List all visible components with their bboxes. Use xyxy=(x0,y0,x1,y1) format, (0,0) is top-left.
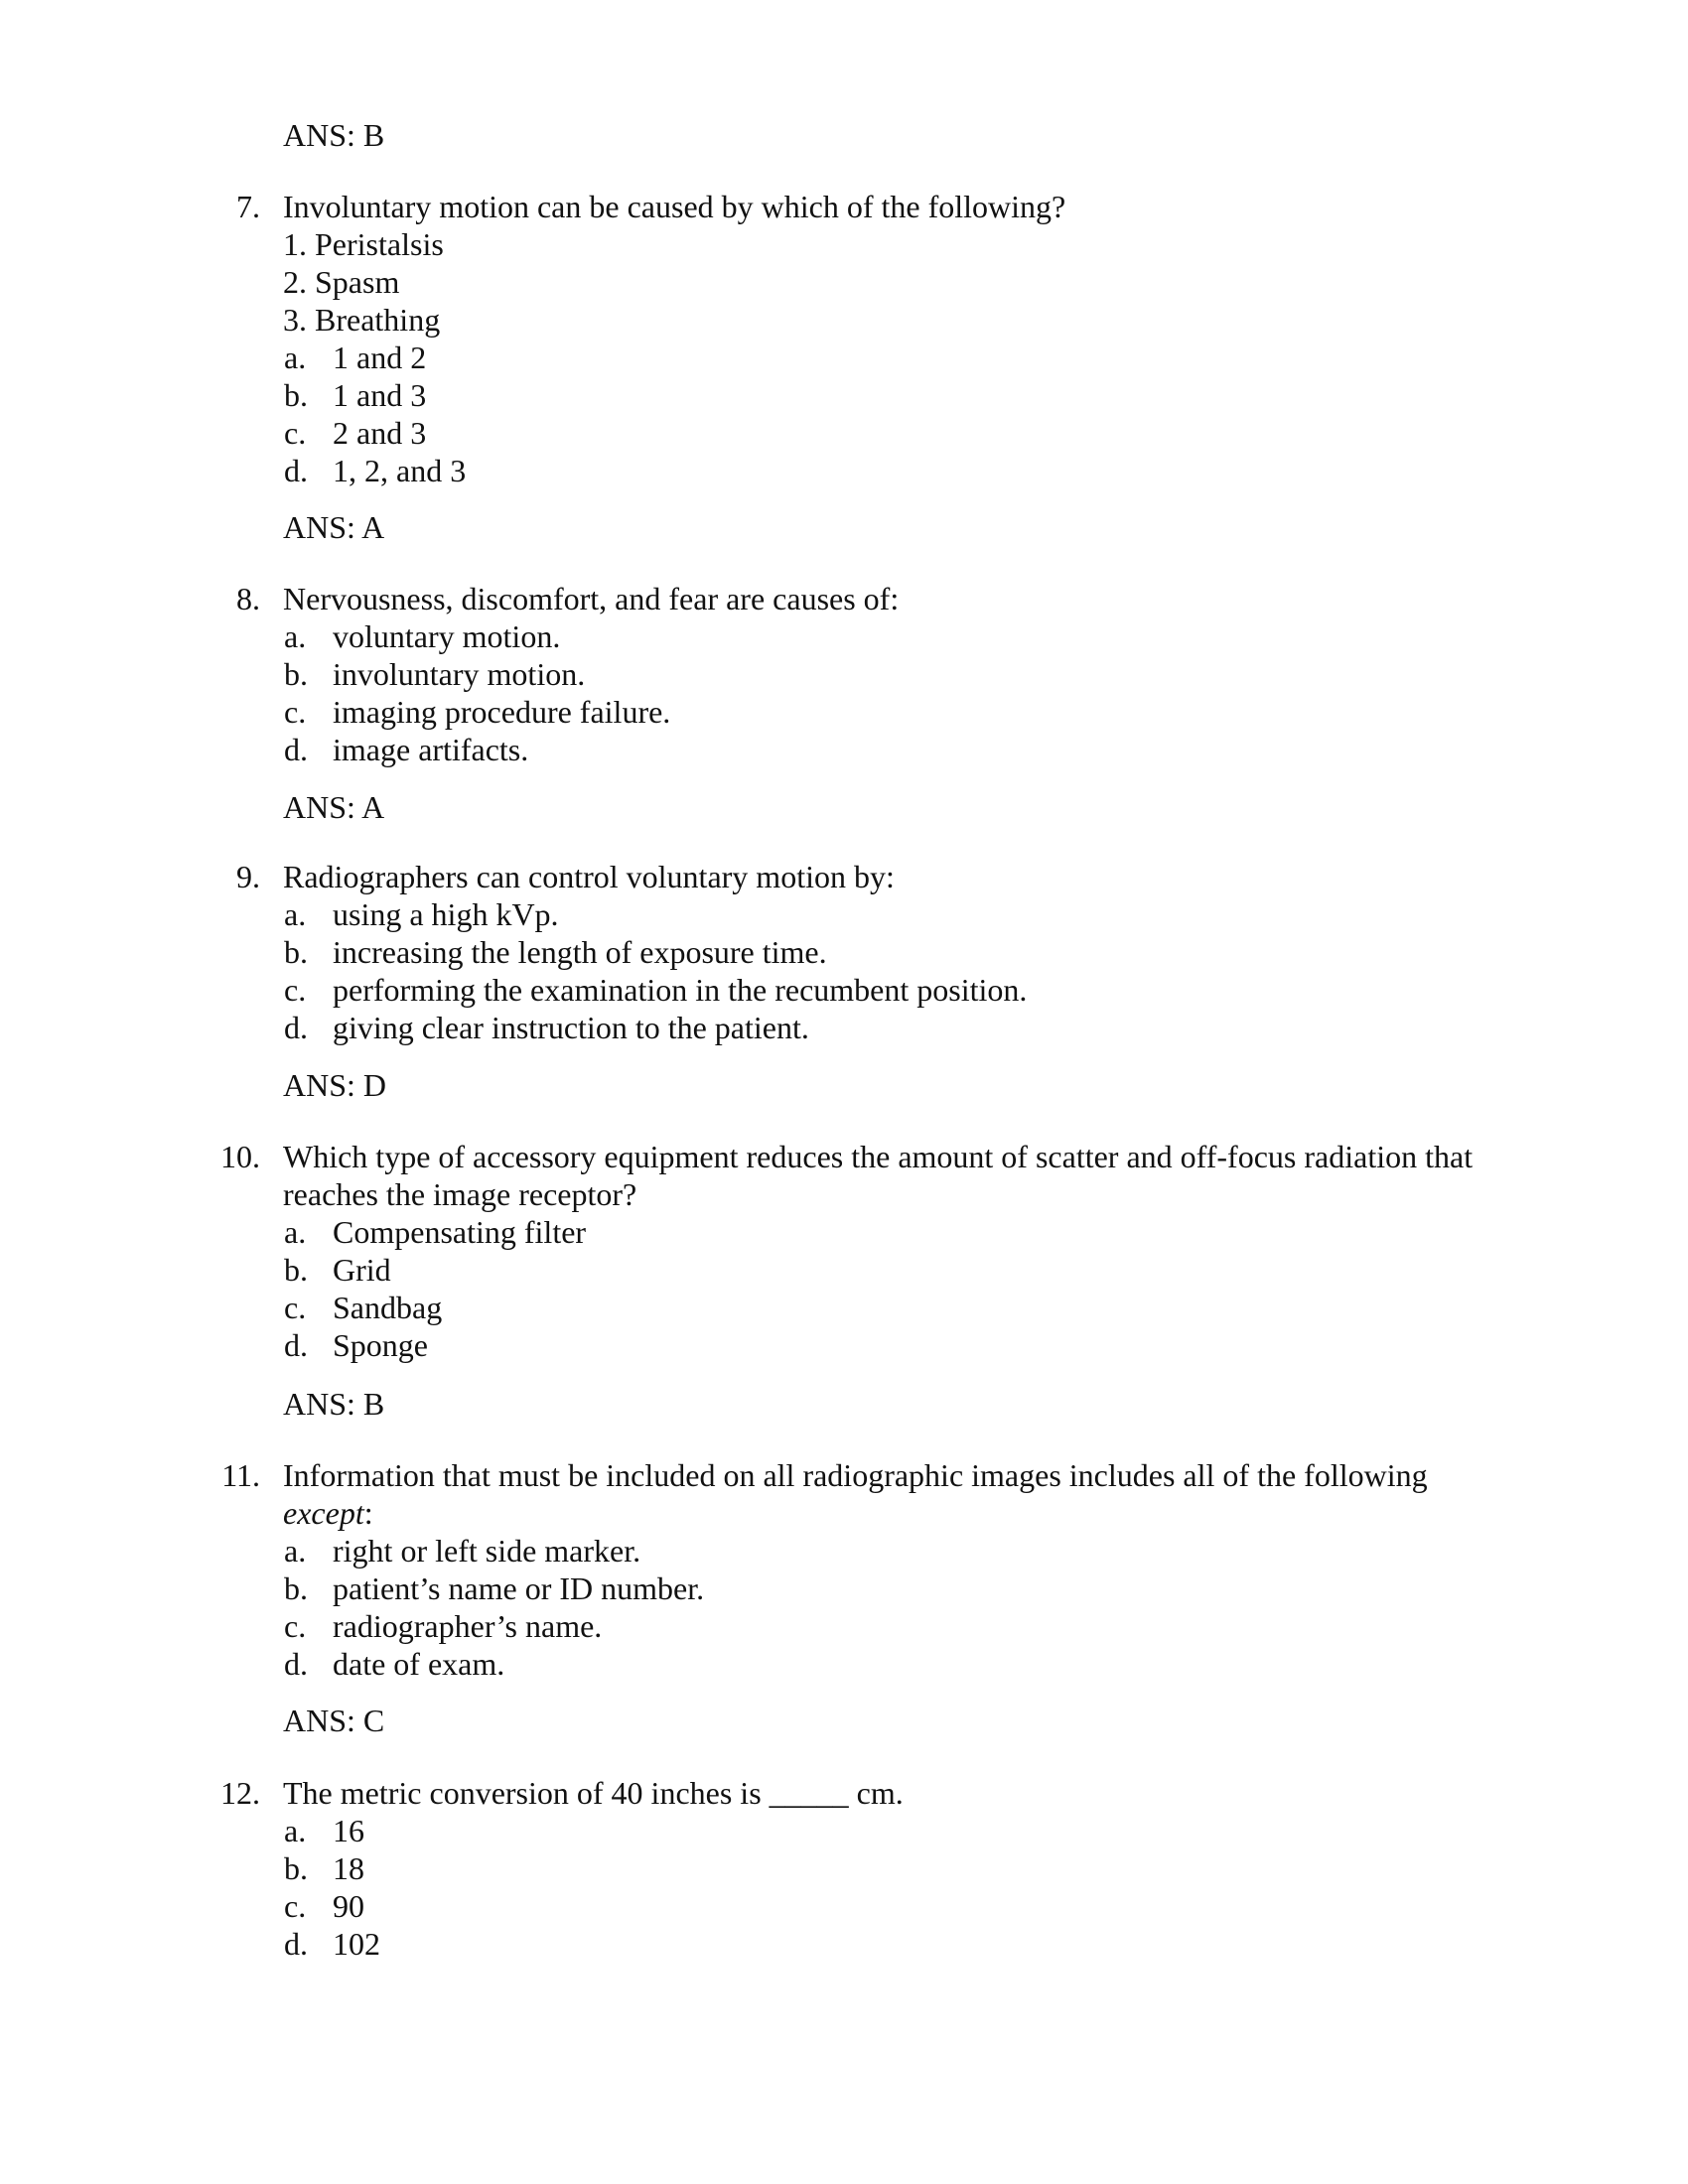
option-letter: d. xyxy=(284,1010,308,1045)
option-text: date of exam. xyxy=(333,1646,505,1682)
option-letter: d. xyxy=(284,453,308,488)
option-a xyxy=(0,1812,1688,1849)
question-number: 9. xyxy=(236,859,260,894)
answer-10 xyxy=(0,1385,1688,1423)
option-a xyxy=(0,1213,1688,1251)
option-b xyxy=(0,655,1688,693)
option-d xyxy=(0,731,1688,768)
option-letter: b. xyxy=(284,934,308,970)
option-letter: a. xyxy=(284,896,307,932)
question-12 xyxy=(0,1774,1688,1963)
option-text: 1 and 3 xyxy=(333,377,427,413)
question-9 xyxy=(0,858,1688,1046)
question-number: 10. xyxy=(220,1139,260,1174)
question-11 xyxy=(0,1456,1688,1683)
question-text: 2. Spasm xyxy=(283,264,400,300)
question-text: reaches the image receptor? xyxy=(283,1176,637,1212)
question-stem-line xyxy=(0,1175,1688,1213)
answer-text: ANS: C xyxy=(283,1703,385,1738)
option-d xyxy=(0,1009,1688,1046)
option-letter: a. xyxy=(284,340,307,375)
option-letter: b. xyxy=(284,377,308,413)
option-letter: b. xyxy=(284,1850,308,1886)
option-text: giving clear instruction to the patient. xyxy=(333,1010,809,1045)
option-text: 2 and 3 xyxy=(333,415,427,451)
option-text: 1 and 2 xyxy=(333,340,427,375)
option-letter: a. xyxy=(284,1813,307,1848)
option-text: voluntary motion. xyxy=(333,618,561,654)
option-b xyxy=(0,1251,1688,1289)
question-10 xyxy=(0,1138,1688,1364)
option-c xyxy=(0,1607,1688,1645)
option-d xyxy=(0,452,1688,489)
option-b xyxy=(0,1570,1688,1607)
option-d xyxy=(0,1326,1688,1364)
option-text: involuntary motion. xyxy=(333,656,586,692)
option-d xyxy=(0,1645,1688,1683)
question-stem-line xyxy=(0,1774,1688,1812)
option-a xyxy=(0,617,1688,655)
answer-text: ANS: A xyxy=(283,509,385,545)
answer-line xyxy=(0,508,1688,546)
option-text: image artifacts. xyxy=(333,732,529,767)
option-text: 18 xyxy=(333,1850,364,1886)
option-c xyxy=(0,1887,1688,1925)
option-letter: c. xyxy=(284,972,307,1008)
option-text: radiographer’s name. xyxy=(333,1608,603,1644)
question-number: 7. xyxy=(236,189,260,224)
option-a xyxy=(0,339,1688,376)
question-8 xyxy=(0,580,1688,768)
answer-line xyxy=(0,788,1688,826)
answer-line xyxy=(0,1385,1688,1423)
option-text: increasing the length of exposure time. xyxy=(333,934,827,970)
question-number: 11. xyxy=(221,1457,260,1493)
answer-text: ANS: B xyxy=(283,117,385,153)
question-text: Nervousness, discomfort, and fear are causes of: xyxy=(283,581,900,616)
answer-8 xyxy=(0,788,1688,826)
answer-text: ANS: D xyxy=(283,1067,387,1103)
option-c xyxy=(0,971,1688,1009)
option-b xyxy=(0,376,1688,414)
option-a xyxy=(0,1532,1688,1570)
question-stem-line xyxy=(0,580,1688,617)
question-stem-line xyxy=(0,1494,1688,1532)
option-letter: c. xyxy=(284,694,307,730)
option-text: 102 xyxy=(333,1926,380,1962)
question-stem-line xyxy=(0,1456,1688,1494)
option-a xyxy=(0,895,1688,933)
question-stem-line xyxy=(0,263,1688,301)
option-text: patient’s name or ID number. xyxy=(333,1570,705,1606)
option-letter: a. xyxy=(284,1533,307,1569)
answer-11 xyxy=(0,1702,1688,1739)
option-c xyxy=(0,693,1688,731)
option-letter: d. xyxy=(284,732,308,767)
option-text: imaging procedure failure. xyxy=(333,694,671,730)
option-letter: b. xyxy=(284,1252,308,1288)
option-b xyxy=(0,933,1688,971)
option-c xyxy=(0,1289,1688,1326)
question-text: Which type of accessory equipment reduces the amount of scatter and off-focus radiation that xyxy=(283,1139,1474,1174)
question-stem-line xyxy=(0,225,1688,263)
option-letter: b. xyxy=(284,1570,308,1606)
answer-line xyxy=(0,1066,1688,1104)
option-letter: d. xyxy=(284,1926,308,1962)
emphasis-except: except xyxy=(283,1495,364,1531)
option-text: 90 xyxy=(333,1888,364,1924)
answer-text: ANS: B xyxy=(283,1386,385,1422)
question-stem-line xyxy=(0,1138,1688,1175)
option-text: using a high kVp. xyxy=(333,896,559,932)
question-text: except: xyxy=(283,1495,373,1531)
question-text: Radiographers can control voluntary motion by: xyxy=(283,859,895,894)
option-text: Grid xyxy=(333,1252,391,1288)
question-stem-line xyxy=(0,858,1688,895)
question-text: Involuntary motion can be caused by which of the following? xyxy=(283,189,1066,224)
previous-answer xyxy=(0,116,1688,154)
question-number: 12. xyxy=(220,1775,260,1811)
option-text: 16 xyxy=(333,1813,364,1848)
question-text: 1. Peristalsis xyxy=(283,226,444,262)
option-text: 1, 2, and 3 xyxy=(333,453,467,488)
option-letter: c. xyxy=(284,415,307,451)
option-letter: d. xyxy=(284,1646,308,1682)
option-letter: c. xyxy=(284,1888,307,1924)
option-c xyxy=(0,414,1688,452)
question-7 xyxy=(0,188,1688,489)
option-letter: c. xyxy=(284,1608,307,1644)
option-letter: b. xyxy=(284,656,308,692)
option-b xyxy=(0,1849,1688,1887)
option-letter: c. xyxy=(284,1290,307,1325)
question-number: 8. xyxy=(236,581,260,616)
option-text: Sandbag xyxy=(333,1290,443,1325)
option-text: Compensating filter xyxy=(333,1214,587,1250)
option-text: right or left side marker. xyxy=(333,1533,641,1569)
question-text: Information that must be included on all radiographic images includes all of the following xyxy=(283,1457,1428,1493)
question-text: 3. Breathing xyxy=(283,302,441,338)
question-text: The metric conversion of 40 inches is _____ cm. xyxy=(283,1775,904,1811)
question-stem-line xyxy=(0,301,1688,339)
answer-7 xyxy=(0,508,1688,546)
option-d xyxy=(0,1925,1688,1963)
answer-9 xyxy=(0,1066,1688,1104)
option-letter: a. xyxy=(284,618,307,654)
option-text: Sponge xyxy=(333,1327,428,1363)
option-letter: a. xyxy=(284,1214,307,1250)
option-text: performing the examination in the recumbent position. xyxy=(333,972,1028,1008)
option-letter: d. xyxy=(284,1327,308,1363)
answer-line xyxy=(0,1702,1688,1739)
answer-text: ANS: A xyxy=(283,789,385,825)
question-stem-line xyxy=(0,188,1688,225)
